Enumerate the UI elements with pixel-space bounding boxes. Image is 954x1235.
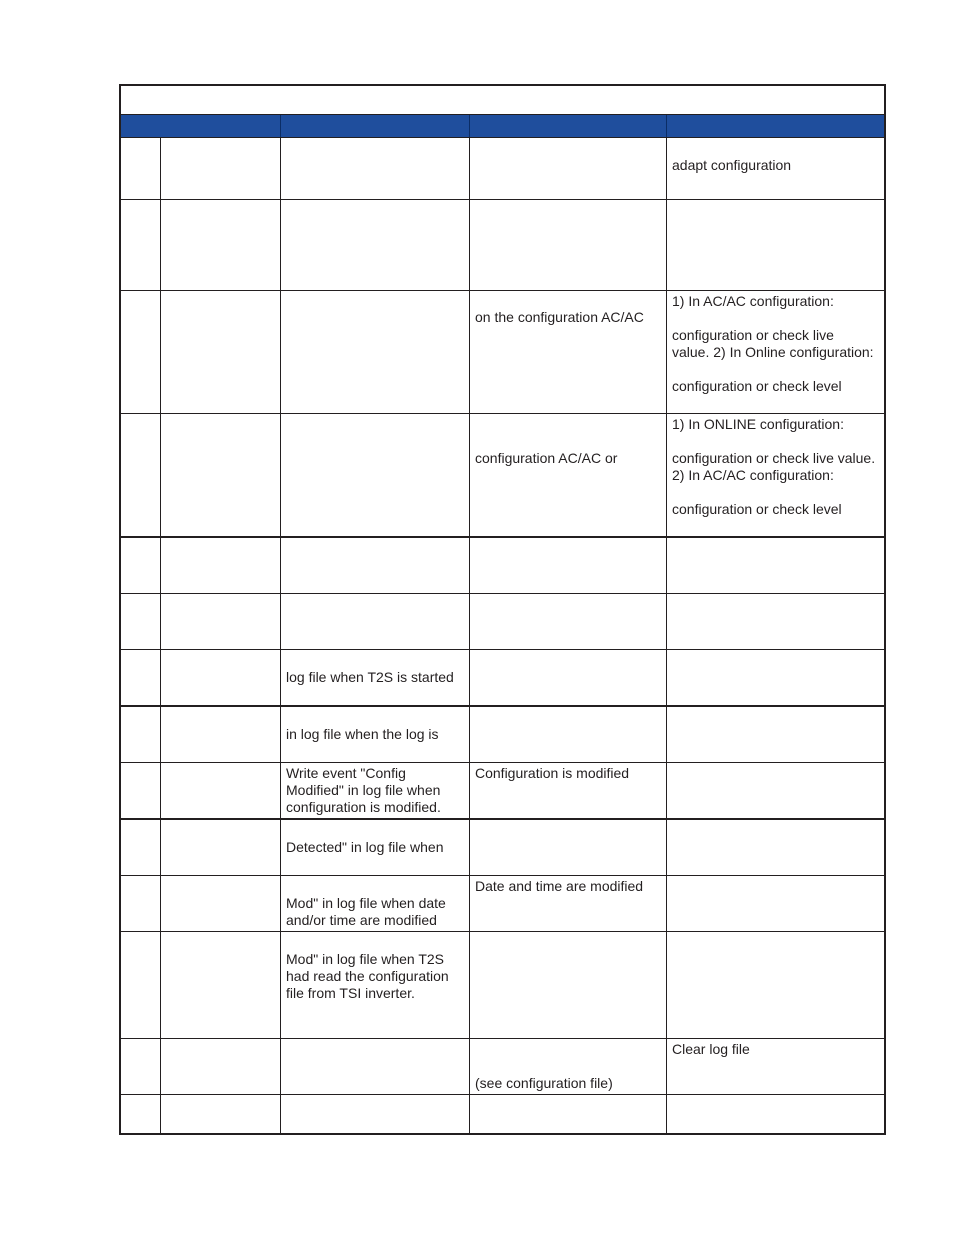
table-cell-description: Detected" in log file when xyxy=(286,839,444,855)
table-cell-line: configuration or check level xyxy=(672,378,842,394)
row-divider xyxy=(121,1094,884,1095)
table-cell-condition: Configuration is modified xyxy=(475,765,630,781)
table-cell-line: 1) In ONLINE configuration: xyxy=(672,416,844,432)
table-cell-line: file from TSI inverter. xyxy=(286,985,415,1001)
table-cell-description xyxy=(280,895,446,929)
row-divider xyxy=(121,413,884,414)
row-divider xyxy=(121,931,884,932)
header-separator xyxy=(280,115,281,137)
table-cell-line: Mod" in log file when T2S xyxy=(286,951,445,967)
table-cell-condition: Date and time are modified xyxy=(475,878,644,894)
table-cell-line xyxy=(672,433,875,450)
table-cell-action: adapt configuration xyxy=(672,157,792,173)
row-divider xyxy=(121,875,884,876)
table-cell-description xyxy=(280,951,449,1002)
row-divider xyxy=(121,762,884,763)
row-divider xyxy=(121,649,884,650)
row-divider xyxy=(121,593,884,594)
table-cell-line: Write event "Config xyxy=(286,765,406,781)
table-cell-condition: on the configuration AC/AC xyxy=(475,309,644,325)
table-cell-line: 2) In AC/AC configuration: xyxy=(672,467,834,483)
table-cell-action xyxy=(666,416,875,518)
row-divider xyxy=(121,290,884,291)
table-cell-description xyxy=(280,765,441,816)
table-cell-line xyxy=(672,484,875,501)
row-divider xyxy=(121,1038,884,1039)
table-cell-description: log file when T2S is started xyxy=(286,669,454,685)
table-cell-action xyxy=(666,293,874,395)
header-separator xyxy=(469,115,470,137)
table-cell-line: configuration or check live xyxy=(672,327,834,343)
table-cell-line: configuration or check level xyxy=(672,501,842,517)
column-divider xyxy=(666,138,667,1133)
row-divider xyxy=(121,536,884,538)
table-cell-description: in log file when the log is xyxy=(286,726,439,742)
table-cell-line: had read the configuration xyxy=(286,968,449,984)
table-cell-line: Mod" in log file when date xyxy=(286,895,446,911)
table-title-row xyxy=(121,86,884,115)
row-divider xyxy=(121,199,884,200)
header-separator xyxy=(666,115,667,137)
table-cell-line xyxy=(672,310,874,327)
table-cell-action: Clear log file xyxy=(672,1041,750,1057)
table-cell-line: value. 2) In Online configuration: xyxy=(672,344,874,360)
table-cell-line: configuration or check live value. xyxy=(672,450,876,466)
table-cell-condition: (see configuration file) xyxy=(475,1075,613,1091)
column-divider xyxy=(160,138,161,1133)
table-cell-line: 1) In AC/AC configuration: xyxy=(672,293,834,309)
specification-table xyxy=(119,84,886,1135)
row-divider xyxy=(121,818,884,820)
table-cell-line: Modified" in log file when xyxy=(286,782,441,798)
column-divider xyxy=(469,138,470,1133)
table-cell-line: configuration is modified. xyxy=(286,799,441,815)
row-divider xyxy=(121,705,884,707)
table-cell-line xyxy=(672,361,874,378)
table-cell-line: and/or time are modified xyxy=(286,912,437,928)
table-cell-condition: configuration AC/AC or xyxy=(475,450,618,466)
table-header-row xyxy=(121,115,884,138)
